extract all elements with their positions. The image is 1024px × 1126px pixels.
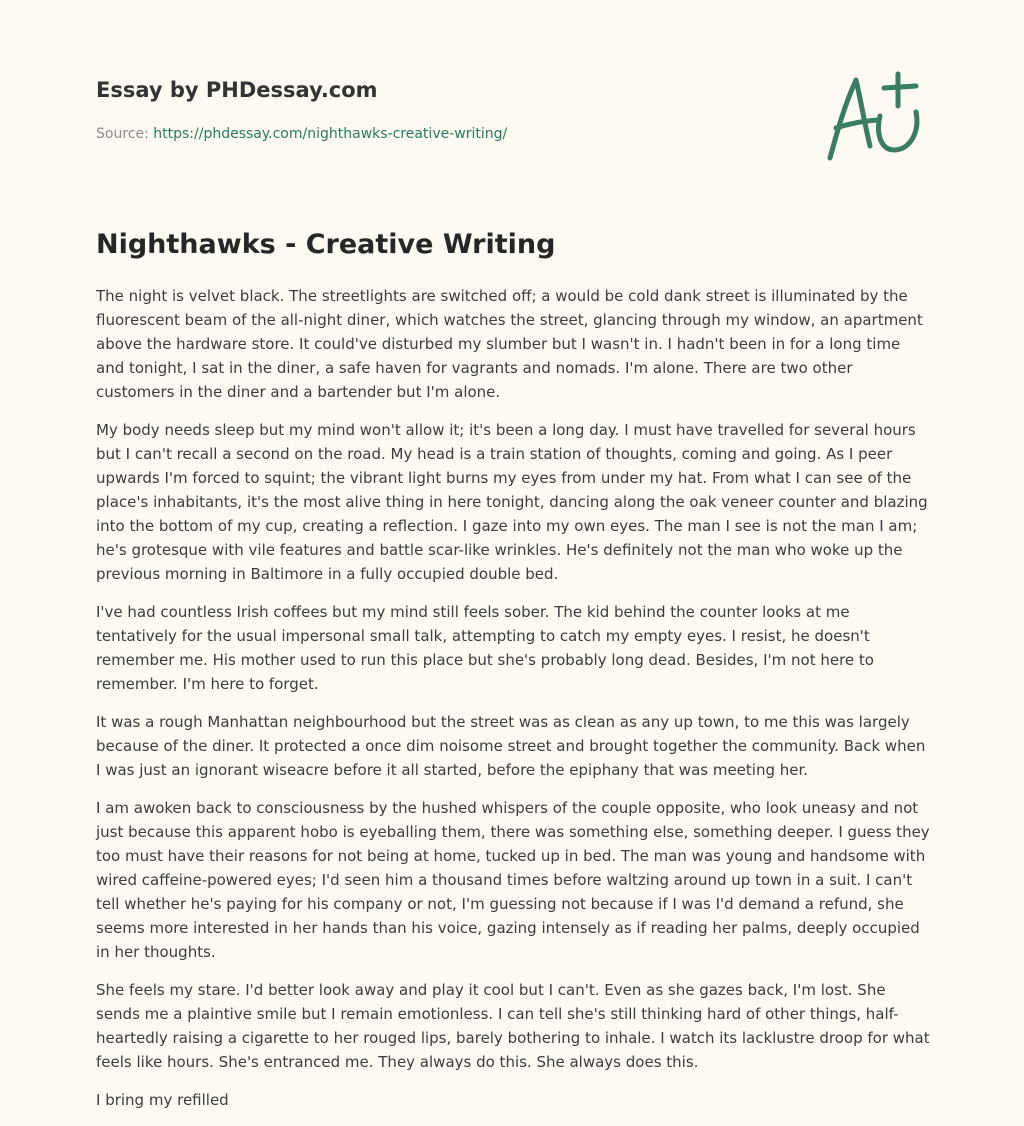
paragraph: She feels my stare. I'd better look away and play it cool but I can't. Even as she gazes back, I'm lost. She sends me a plaintive smile but I remain emotionless. I can tell she's still thinking hard of other things, half-heartedly raising a cigarette to her rouged lips, barely bothering to inhale. I watch its lacklustre droop for what feels like hours. She's entranced me. They always do this. She always does this. bbox=[96, 981, 930, 1071]
essay-body bbox=[96, 284, 932, 1126]
source-label: Source: bbox=[96, 126, 154, 142]
page-title: Nighthawks - Creative Writing bbox=[96, 229, 556, 260]
paragraph: I've had countless Irish coffees but my mind still feels sober. The kid behind the counter looks at me tentatively for the usual impersonal small talk, attempting to catch my empty eyes. I resist, he doesn't remember me. His mother used to run this place but she's probably long dead. Besides, I'm not here to remember. I'm here to forget. bbox=[96, 603, 874, 693]
paragraph: The night is velvet black. The streetlights are switched off; a would be cold dank street is illuminated by the fluorescent beam of the all-night diner, which watches the street, glancing through my window, an apartment above the hardware store. It could've disturbed my slumber but I wasn't in. I hadn't been in for a long time and tonight, I sat in the diner, a safe haven for vagrants and nomads. I'm alone. There are two other customers in the diner and a bartender but I'm alone. bbox=[96, 287, 923, 401]
site-name: Essay by PHDessay.com bbox=[96, 78, 378, 102]
source-link[interactable]: https://phdessay.com/nighthawks-creative-writing/ bbox=[153, 126, 508, 142]
paragraph: My body needs sleep but my mind won't allow it; it's been a long day. I must have travelled for several hours but I can't recall a second on the road. My head is a train station of thoughts, coming and going. As I peer upwards I'm forced to squint; the vibrant light burns my eyes from under my hat. From what I can see of the place's inhabitants, it's the most alive thing in here tonight, dancing along the oak veneer counter and blazing into the bottom of my cup, creating a reflection. I gaze into my own eyes. The man I see is not the man I am; he's grotesque with vile features and battle scar-like wrinkles. He's definitely not the man who woke up the previous morning in Baltimore in a fully occupied double bed. bbox=[96, 421, 928, 583]
paragraph: I am awoken back to consciousness by the hushed whispers of the couple opposite, who look uneasy and not just because this apparent hobo is eyeballing them, there was something else, something deeper. I guess they too must have their reasons for not being at home, tucked up in bed. The man was young and handsome with wired caffeine-powered eyes; I'd seen him a thousand times before waltzing around up town in a suit. I can't tell whether he's paying for his company or not, I'm guessing not because if I was I'd demand a refund, she seems more interested in her hands than his voice, gazing intensely as if reading her palms, deeply occupied in her thoughts. bbox=[96, 799, 930, 961]
paragraph: I bring my refilled bbox=[96, 1091, 229, 1109]
a-plus-logo-icon bbox=[822, 66, 930, 166]
site-header bbox=[96, 76, 796, 144]
paragraph: It was a rough Manhattan neighbourhood but the street was as clean as any up town, to me this was largely because of the diner. It protected a once dim noisome street and brought together the community. Back when I was just an ignorant wiseacre before it all started, before the epiphany that was meeting her. bbox=[96, 713, 926, 779]
source-line bbox=[96, 124, 796, 144]
